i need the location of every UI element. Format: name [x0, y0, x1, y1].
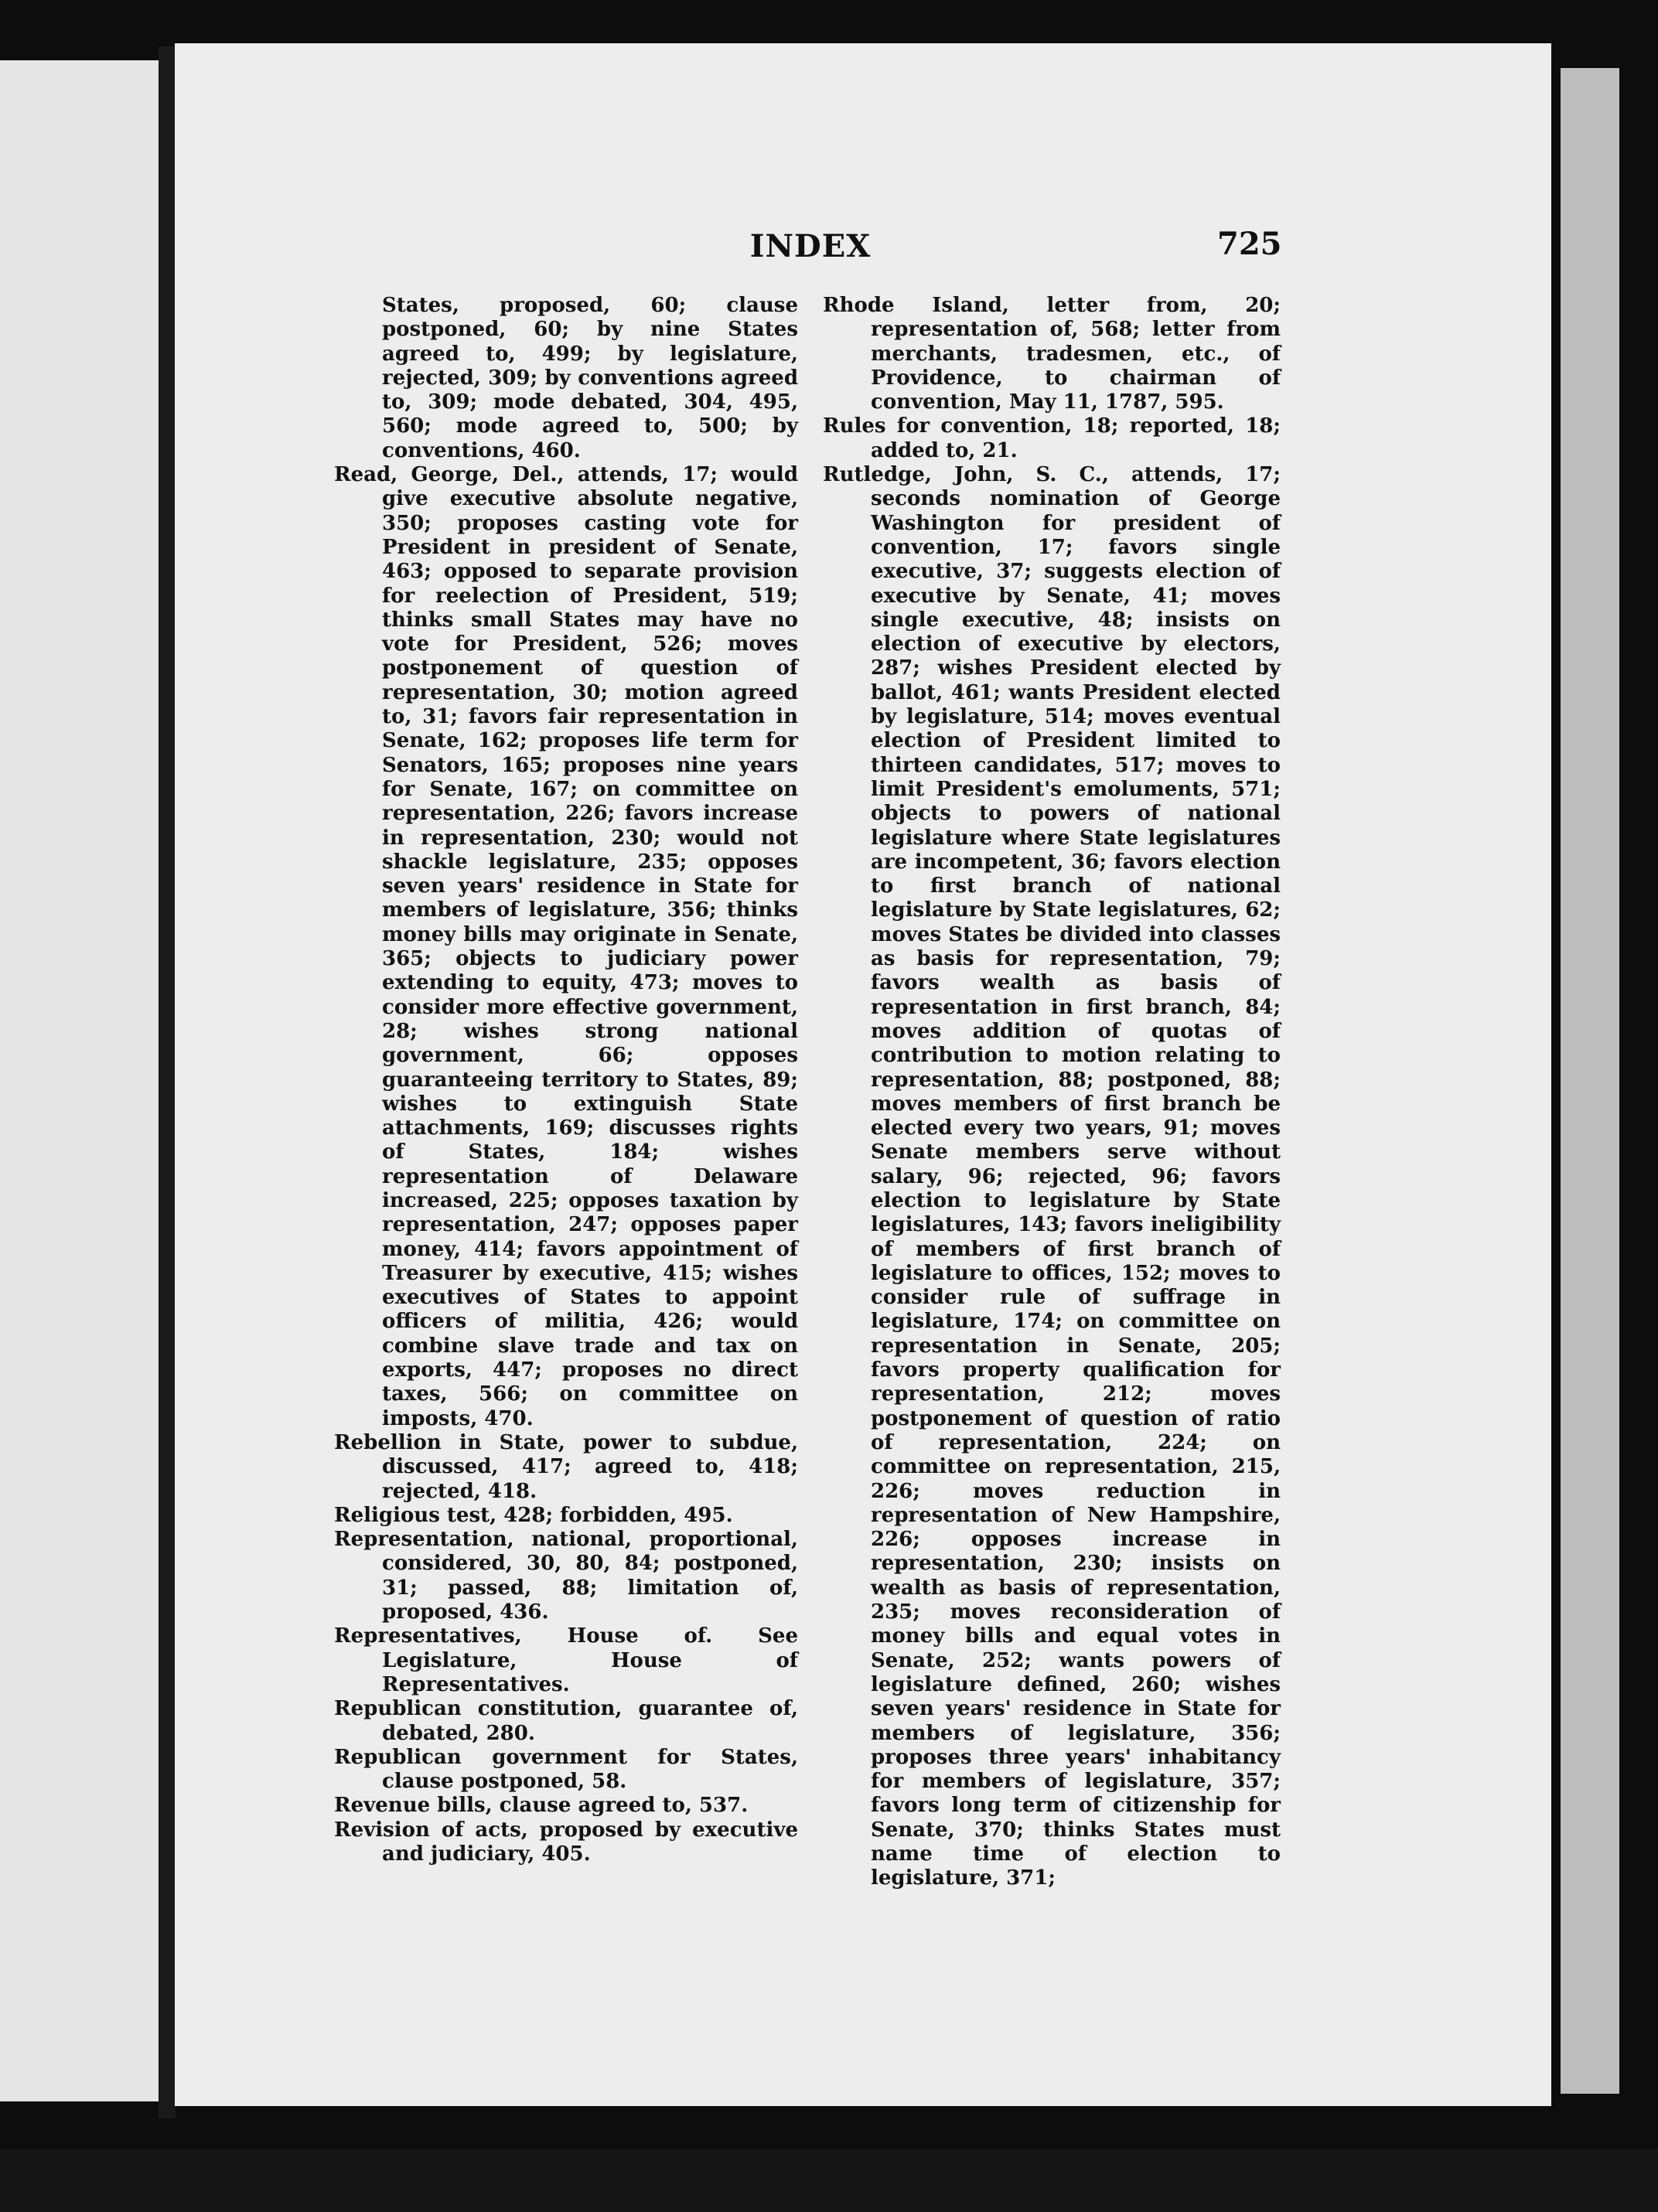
page-number: 725	[1217, 226, 1282, 262]
page-title: INDEX	[749, 228, 872, 264]
book-gutter	[159, 46, 176, 2118]
index-entry: Republican constitution, guarantee of, debated, 280.	[334, 1697, 798, 1745]
index-entry: Revision of acts, proposed by executive and judiciary, 405.	[334, 1818, 798, 1866]
index-column-left	[334, 294, 798, 1866]
index-entry: Revenue bills, clause agreed to, 537.	[334, 1794, 749, 1818]
index-entry: Rules for convention, 18; reported, 18; added to, 21.	[823, 414, 1281, 462]
index-entry: Read, George, Del., attends, 17; would give executive absolute negative, 350; proposes casting vote for President in president of Senate, 463; opposed to separate provision for reelection of President, 519; thinks small States may have no vote for President, 526; moves postponement of question of representation, 30; motion agreed to, 31; favors fair representation in Senate, 162; proposes life term for Senators, 165; proposes nine years for Senate, 167; on committee on representation, 226; favors increase in representation, 230; would not shackle legislature, 235; opposes seven years' residence in State for members of legislature, 356; thinks money bills may originate in Senate, 365; objects to judiciary power extending to equity, 473; moves to consider more effective government, 28; wishes strong national government, 66; opposes guaranteeing territory to States, 89; wishes to extinguish State attachments, 169; discusses rights of States, 184; wishes representation of Delaware increased, 225; opposes taxation by representation, 247; opposes paper money, 414; favors appointment of Treasurer by executive, 415; wishes executives of States to appoint officers of militia, 426; would combine slave trade and tax on exports, 447; proposes no direct taxes, 566; on committee on imposts, 470.	[334, 463, 798, 1430]
scan-border	[0, 2149, 1658, 2212]
index-column-right	[823, 294, 1281, 1891]
index-entry: Rhode Island, letter from, 20; representation of, 568; letter from merchants, tradesmen, etc., of Providence, to chairman of convention, May 11, 1787, 595.	[823, 294, 1281, 414]
index-entry: Rutledge, John, S. C., attends, 17; seconds nomination of George Washington for president of convention, 17; favors single executive, 37; suggests election of executive by Senate, 41; moves single executive, 48; insists on election of executive by electors, 287; wishes President elected by ballot, 461; wants President elected by legislature, 514; moves eventual election of President limited to thirteen candidates, 517; moves to limit President's emoluments, 571; objects to powers of national legislature where State legislatures are incompetent, 36; favors election to first branch of national legislature by State legislatures, 62; moves States be divided into classes as basis for representation, 79; favors wealth as basis of representation in first branch, 84; moves addition of quotas of contribution to motion relating to representation, 88; postponed, 88; moves members of first branch be elected every two years, 91; moves Senate members serve without salary, 96; rejected, 96; favors election to legislature by State legislatures, 143; favors ineligibility of members of first branch of legislature to offices, 152; moves to consider rule of suffrage in legislature, 174; on committee on representation in Senate, 205; favors property qualification for representation, 212; moves postponement of question of ratio of representation, 224; on committee on representation, 215, 226; moves reduction in representation of New Hampshire, 226; opposes increase in representation, 230; insists on wealth as basis of representation, 235; moves reconsideration of money bills and equal votes in Senate, 252; wants powers of legislature defined, 260; wishes seven years' residence in State for members of legislature, 356; proposes three years' inhabitancy for members of legislature, 357; favors long term of citizenship for Senate, 370; thinks States must name time of election to legislature, 371;	[823, 463, 1281, 1890]
index-entry: Representation, national, proportional, considered, 30, 80, 84; postponed, 31; passed, 88; limitation of, proposed, 436.	[334, 1528, 798, 1624]
facing-page-edge	[0, 60, 159, 2101]
page-stack-edge	[1561, 68, 1619, 2094]
index-entry: Representatives, House of. See Legislature, House of Representatives.	[334, 1624, 798, 1696]
index-entry: Religious test, 428; forbidden, 495.	[334, 1503, 733, 1527]
index-entry: States, proposed, 60; clause postponed, 60; by nine States agreed to, 499; by legislature, rejected, 309; by conventions agreed to, 309; mode debated, 304, 495, 560; mode agreed to, 500; by conventions, 460.	[382, 294, 798, 462]
index-entry: Rebellion in State, power to subdue, discussed, 417; agreed to, 418; rejected, 418.	[334, 1430, 798, 1503]
index-entry: Republican government for States, clause postponed, 58.	[334, 1745, 798, 1794]
